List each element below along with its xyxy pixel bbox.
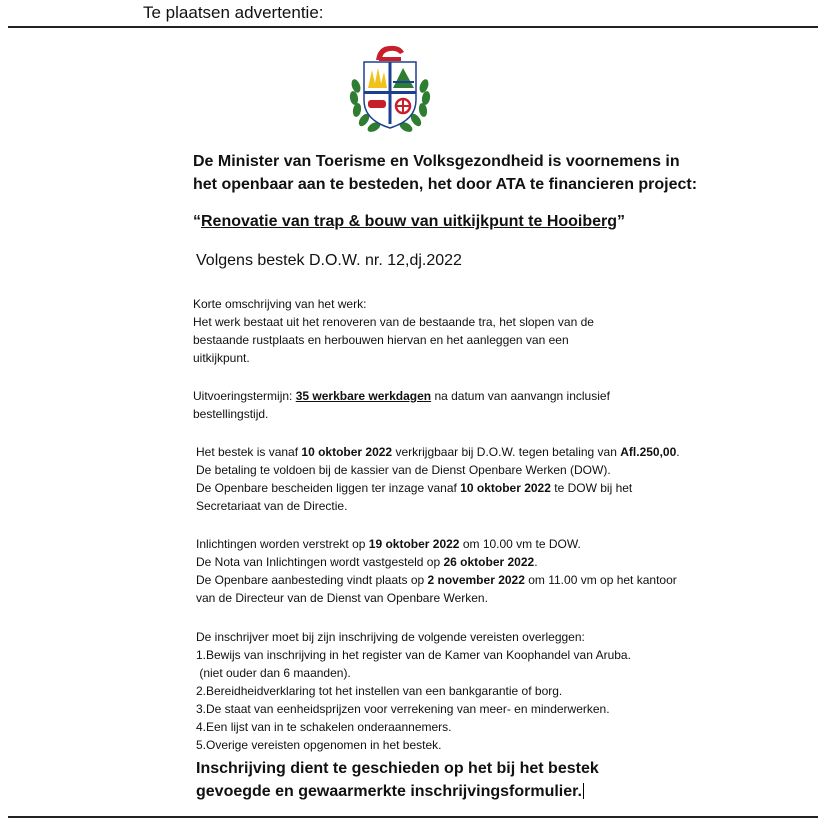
director-line: van de Directeur van de Dienst van Openbare Werken.: [196, 591, 488, 605]
inspection-text: te DOW bij het: [550, 481, 633, 495]
tender-text: om 11.00 vm op het kantoor: [524, 573, 677, 587]
info-text: om 10.00 vm te DOW.: [459, 537, 581, 551]
term-prefix: Uitvoeringstermijn:: [193, 389, 296, 403]
requirement-item: (niet ouder dan 6 maanden).: [196, 666, 351, 680]
availability-text: .: [676, 445, 680, 459]
requirement-item: 3.De staat van eenheidsprijzen voor verrekening van meer- en minderwerken.: [196, 702, 610, 716]
description-heading: Korte omschrijving van het werk:: [193, 297, 367, 311]
nota-text: De Nota van Inlichtingen wordt vastgesteld op: [196, 555, 444, 569]
tender-date: 2 november 2022: [427, 573, 525, 587]
info-block: [196, 535, 677, 607]
project-title-text: Renovatie van trap & bouw van uitkijkpunt te Hooiberg: [201, 213, 618, 230]
closing-line-2-wrap: [196, 780, 584, 803]
description-line: Het werk bestaat uit het renoveren van de bestaande tra, het slopen van de: [193, 315, 594, 329]
nota-date: 26 oktober 2022: [443, 555, 535, 569]
open-quote: “: [193, 213, 201, 230]
availability-block: [196, 443, 680, 515]
bestek-reference: Volgens bestek D.O.W. nr. 12,dj.2022: [196, 252, 462, 269]
requirement-item: 4.Een lijst van in te schakelen onderaannemers.: [196, 720, 452, 734]
inspection-text: De Openbare bescheiden liggen ter inzage vanaf: [196, 481, 461, 495]
closing-line-1: Inschrijving dient te geschieden op het bij het bestek: [196, 760, 599, 777]
availability-price: Afl.250,00: [620, 445, 677, 459]
term-suffix: na datum van aanvangn inclusief: [431, 389, 610, 403]
description-line: uitkijkpunt.: [193, 351, 250, 365]
availability-date: 10 oktober 2022: [301, 445, 393, 459]
aruba-coat-of-arms-icon: [346, 40, 434, 136]
requirements-block: [196, 628, 631, 754]
description-line: bestaande rustplaats en herbouwen hiervan en het aanleggen van een: [193, 333, 569, 347]
availability-text: Het bestek is vanaf: [196, 445, 302, 459]
bottom-divider: [8, 816, 818, 818]
inspection-date: 10 oktober 2022: [460, 481, 551, 495]
ad-header-label: Te plaatsen advertentie:: [143, 3, 324, 22]
term-line-2: bestellingstijd.: [193, 407, 269, 421]
requirements-heading: De inschrijver moet bij zijn inschrijving de volgende vereisten overleggen:: [196, 630, 585, 644]
top-divider: [8, 26, 818, 28]
availability-text: verkrijgbaar bij D.O.W. tegen betaling van: [392, 445, 621, 459]
term-value: 35 werkbare werkdagen: [295, 389, 432, 403]
requirement-item: 1.Bewijs van inschrijving in het register van de Kamer van Koophandel van Aruba.: [196, 648, 631, 662]
close-quote: ”: [617, 213, 626, 230]
execution-term: [193, 387, 610, 423]
info-text: Inlichtingen worden verstrekt op: [196, 537, 369, 551]
closing-line-2: gevoegde en gewaarmerkte inschrijvingsformulier.: [196, 783, 582, 800]
secretariat-line: Secretariaat van de Directie.: [196, 499, 348, 513]
requirement-item: 2.Bereidheidverklaring tot het instellen van een bankgarantie of borg.: [196, 684, 563, 698]
payment-line: De betaling te voldoen bij de kassier van de Dienst Openbare Werken (DOW).: [196, 463, 611, 477]
info-date: 19 oktober 2022: [368, 537, 460, 551]
intro-line-2: het openbaar aan te besteden, het door ATA te financieren project:: [193, 176, 698, 193]
intro-line-1: De Minister van Toerisme en Volksgezondheid is voornemens in: [193, 153, 680, 170]
description-block: [193, 295, 594, 367]
project-title: [193, 213, 625, 231]
requirement-item: 5.Overige vereisten opgenomen in het bestek.: [196, 738, 442, 752]
text-cursor: [583, 783, 584, 799]
tender-text: De Openbare aanbesteding vindt plaats op: [196, 573, 428, 587]
nota-text: .: [534, 555, 538, 569]
